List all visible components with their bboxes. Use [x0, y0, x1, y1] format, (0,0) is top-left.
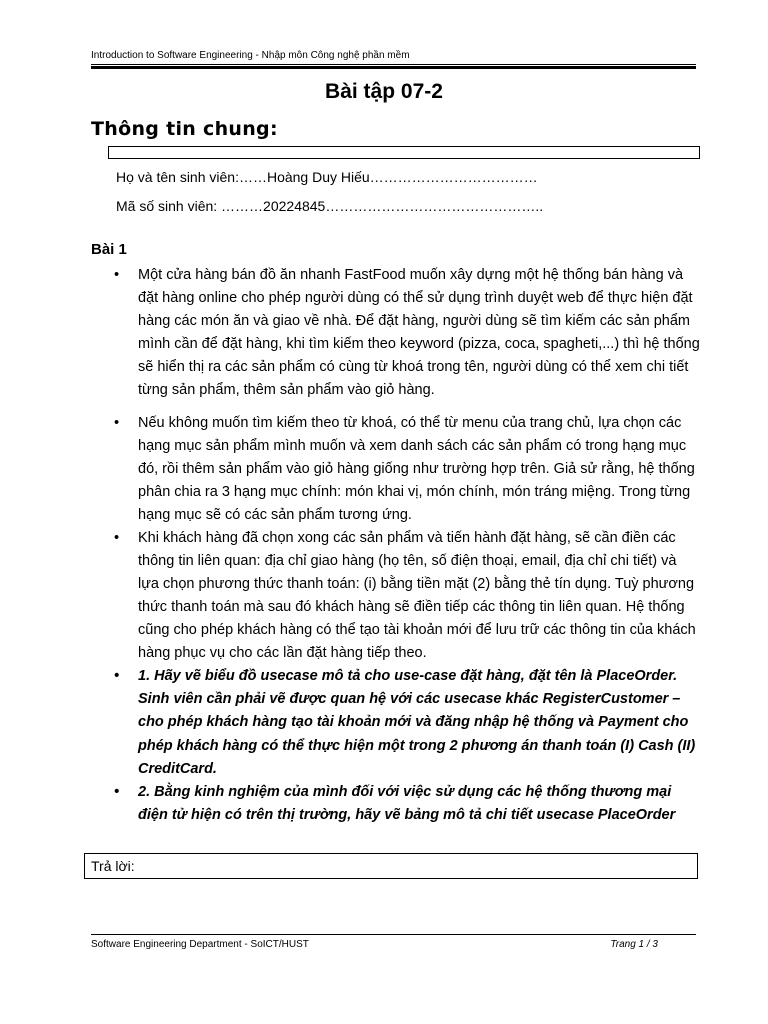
- document-title: Bài tập 07-2: [325, 80, 443, 103]
- footer-department: Software Engineering Department - SoICT/HUST: [91, 939, 309, 950]
- list-item: [91, 264, 701, 402]
- footer-rule: [91, 934, 696, 935]
- bullet-text: Nếu không muốn tìm kiếm theo từ khoá, có thể từ menu của trang chủ, lựa chọn các hạng mục sản phẩm mình muốn và xem danh sách các sản phẩm có trong hạng mục đó, rồi thêm sản phẩm vào giỏ hàng giống như trường hợp trên. Giả sử rằng, hệ thống phân chia ra 3 hạng mục chính: món khai vị, món chính, món tráng miệng. Trong từng hạng mục sẽ có các sản phẩm tương ứng.: [138, 415, 695, 523]
- header-rule-thick: [91, 66, 696, 69]
- question-item: [91, 665, 701, 781]
- bullet-icon: •: [114, 267, 120, 283]
- answer-label: Trả lời:: [91, 858, 135, 874]
- info-box: [108, 146, 700, 159]
- bullet-icon: •: [114, 784, 120, 801]
- answer-box[interactable]: [84, 853, 698, 879]
- header-rule-thin: [91, 64, 696, 65]
- question-item: [91, 781, 701, 827]
- exercise-heading: Bài 1: [91, 241, 127, 258]
- general-info-heading: Thông tin chung:: [91, 118, 278, 140]
- question-text: 2. Bằng kinh nghiệm của mình đối với việc sử dụng các hệ thống thương mại điện tử hiện có trên thị trường, hãy vẽ bảng mô tả chi tiết usecase PlaceOrder: [138, 784, 676, 824]
- bullet-icon: •: [114, 668, 120, 684]
- list-item: [91, 412, 701, 527]
- bullet-text: Khi khách hàng đã chọn xong các sản phẩm và tiến hành đặt hàng, sẽ cần điền các thông tin liên quan: địa chỉ giao hàng (họ tên, số điện thoại, email, địa chỉ chi tiết) và lựa chọn phương thức thanh toán: (i) bằng tiền mặt (2) bằng thẻ tín dụng. Tuỳ phương thức thanh toán mà sau đó khách hàng sẽ điền tiếp các thông tin liên quan. Hệ thống cũng cho phép khách hàng có thể tạo tài khoản mới để lưu trữ các thông tin của khách hàng phục vụ cho các lần đặt hàng tiếp theo.: [138, 530, 696, 661]
- page-number: Trang 1 / 3: [610, 939, 658, 950]
- bullet-icon: •: [114, 415, 120, 431]
- question-text: 1. Hãy vẽ biểu đồ usecase mô tả cho use-case đặt hàng, đặt tên là PlaceOrder. Sinh viên cần phải vẽ được quan hệ với các usecase khác RegisterCustomer – cho phép khách hàng tạo tài khoản mới và đăng nhập hệ thống và Payment cho phép khách hàng có thể thực hiện một trong 2 phương án thanh toán (I) Cash (II) CreditCard.: [138, 668, 696, 777]
- student-id-line: Mã số sinh viên: ………20224845………………………………………..: [116, 198, 544, 214]
- bullet-icon: •: [114, 530, 120, 546]
- student-name-line: Họ và tên sinh viên:……Hoàng Duy Hiếu………………………………: [116, 169, 538, 185]
- exercise-bullet-list: [91, 264, 701, 827]
- list-item: [91, 527, 701, 665]
- bullet-text: Một cửa hàng bán đồ ăn nhanh FastFood muốn xây dựng một hệ thống bán hàng và đặt hàng online cho phép người dùng có thể sử dụng trình duyệt web để thực hiện đặt hàng các món ăn và giao về nhà. Để đặt hàng, người dùng sẽ tìm kiếm các sản phẩm mình cần để đặt hàng, khi tìm kiếm theo keyword (pizza, coca, spagheti,...) thì hệ thống sẽ hiển thị ra các sản phẩm có cùng từ khoá trong tên, người dùng có thể xem chi tiết từng sản phẩm, thêm sản phẩm vào giỏ hàng.: [138, 267, 700, 398]
- page-header: Introduction to Software Engineering - Nhập môn Công nghệ phần mềm: [91, 50, 410, 61]
